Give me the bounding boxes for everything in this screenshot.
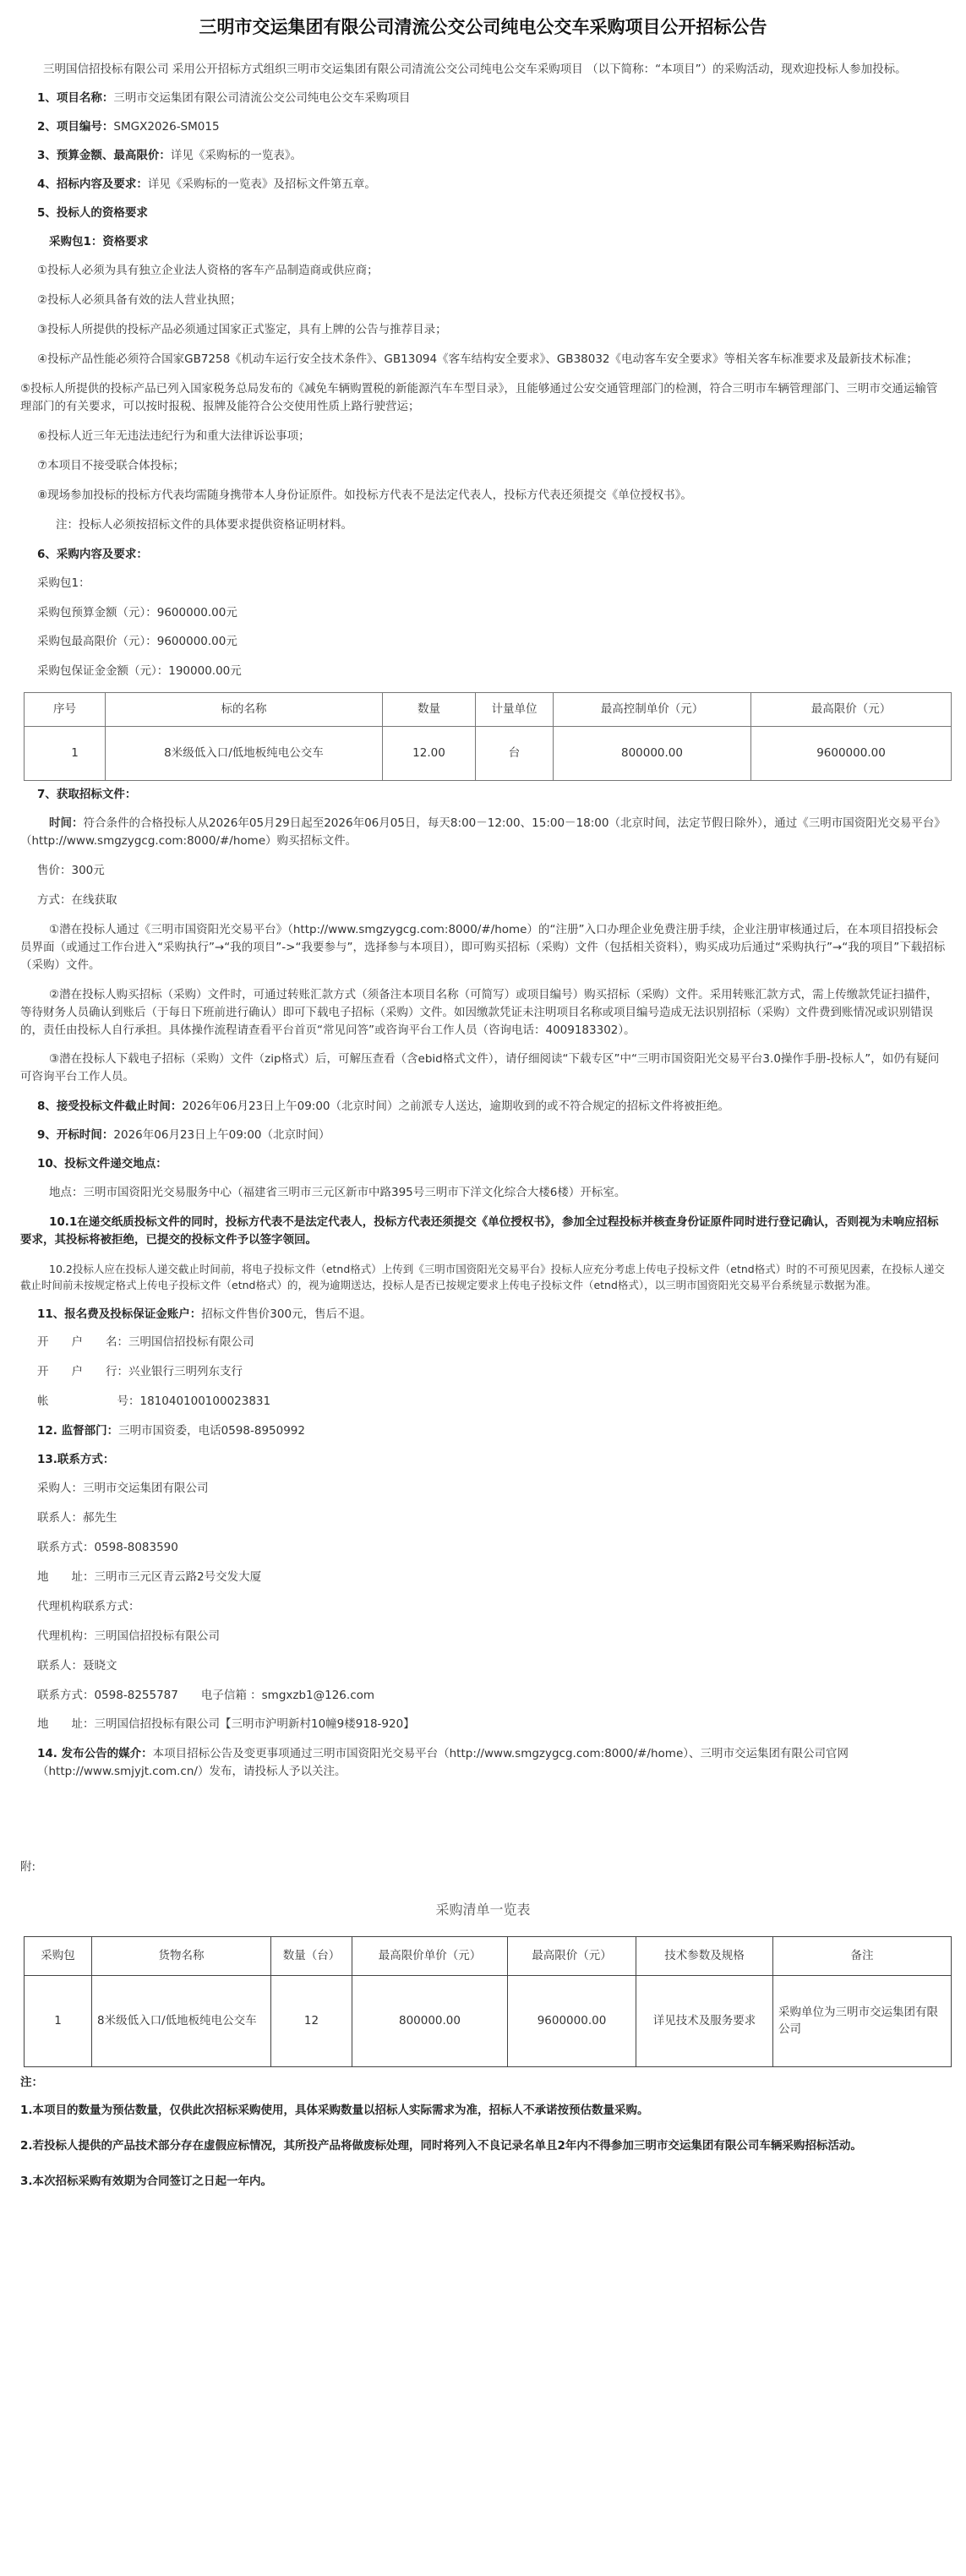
note-item: 2.若投标人提供的产品技术部分存在虚假应标情况，其所投产品将做废标处理，同时将列入不良记录名单且2年内不得参加三明市交运集团有限公司车辆采购招标活动。 [20, 2138, 862, 2153]
agency-heading: 代理机构联系方式： [37, 1599, 140, 1613]
table-header-cell: 最高限价（元） [751, 693, 952, 727]
table-header-cell: 最高限价（元） [508, 1936, 636, 1975]
clause-10-1: 10.1在递交纸质投标文件的同时，投标方代表不是法定代表人，投标方代表还须提交《单位授权书》，参加全过程投标并核查身份证原件同时进行登记确认，否则视为未响应招标要求，其投标将被拒绝，已提交的投标文件予以签字领回。 [20, 1214, 939, 1247]
package1-label: 采购包1： [37, 576, 90, 590]
package1-deposit: 采购包保证金金额（元）：190000.00元 [37, 664, 242, 679]
requirement-item: ⑤投标人所提供的投标产品已列入国家税务总局发布的《减免车辆购置税的新能源汽车车型目录》，且能够通过公安交通管理部门的检测，符合三明市车辆管理部门、三明市交通运输管理部门的有关要求，可以按时报税、报牌及能符合公交使用性质上路行驶营运； [20, 382, 938, 414]
table-cell: 800000.00 [554, 727, 751, 781]
requirement-item: ⑦本项目不接受联合体投标； [37, 458, 185, 472]
buyer-phone: 联系方式：0598-8083590 [37, 1540, 178, 1554]
section-procurement-content: 6、采购内容及要求： [37, 547, 148, 561]
section-submission-location: 10、投标文件递交地点： [37, 1157, 167, 1171]
announcement-body [17, 42, 949, 2191]
clause-10-2: 10.2投标人应在投标人递交截止时间前，将电子投标文件（etnd格式）上传到《三明市国资阳光交易平台》投标人应充分考虑上传电子投标文件（etnd格式）时的不可预见因素，在投标人递交截止时间前未按规定格式上传电子投标文件（etnd格式）的，视为逾期送达，投标人是否已按规定要求上传电子投标文件（etnd格式），以三明市国资阳光交易平台系统显示数据为准。 [20, 1262, 945, 1292]
requirements-list [20, 262, 946, 504]
obtain-time: 时间：符合条件的合格投标人从2026年05月29日起至2026年06月05日，每天8:00－12:00、15:00－18:00（北京时间，法定节假日除外），通过《三明市国资阳光交易平台》（http://www.smgzygcg.com:8000/#/home）购买招标文件。 [20, 816, 946, 849]
obtain-method: 方式：在线获取 [37, 892, 117, 907]
table-cell: 8米级低入口/低地板纯电公交车 [106, 727, 383, 781]
table-cell: 12 [271, 1975, 352, 2066]
section-contact: 13.联系方式： [37, 1453, 115, 1467]
package1-budget: 采购包预算金额（元）：9600000.00元 [37, 605, 237, 619]
table-cell: 9600000.00 [508, 1975, 636, 2066]
notes-block [20, 2074, 946, 2191]
package1-max-price: 采购包最高限价（元）：9600000.00元 [37, 635, 237, 649]
section-obtain-documents: 7、获取招标文件： [37, 788, 137, 802]
table-cell: 800000.00 [352, 1975, 508, 2066]
table-header-cell: 最高限价单价（元） [352, 1936, 508, 1975]
obtain-step: ①潜在投标人通过《三明市国资阳光交易平台》（http://www.smgzygcg.com:8000/#/home）的“注册”入口办理企业免费注册手续，企业注册审核通过后，在本项目招投标会员界面（或通过工作台进入“采购执行”→“我的项目”->“我要参与”，选择参与本项目），即可购买招标（采购）文件（包括相关资料），购买成功后通过“采购执行”→“我的项目”下载招标（采购）文件。 [20, 922, 946, 972]
package-items-table [24, 692, 952, 781]
buyer-address: 地 址：三明市三元区青云路2号交发大厦 [37, 1569, 262, 1584]
notes-heading: 注： [20, 2075, 43, 2089]
note-item: 1.本项目的数量为预估数量，仅供此次招标采购使用，具体采购数量以招标人实际需求为准，招标人不承诺按预估数量采购。 [20, 2103, 649, 2117]
buyer-name: 采购人：三明市交运集团有限公司 [37, 1482, 209, 1496]
table-cell: 台 [476, 727, 554, 781]
submission-address: 地点：三明市国资阳光交易服务中心（福建省三明市三元区新市中路395号三明市下洋文化综合大楼6楼）开标室。 [49, 1186, 626, 1200]
table-header-cell: 标的名称 [106, 693, 383, 727]
table-cell: 9600000.00 [751, 727, 952, 781]
requirement-item: ③投标人所提供的投标产品必须通过国家正式鉴定，具有上牌的公告与推荐目录； [37, 323, 447, 337]
buyer-contact: 联系人：郝先生 [37, 1511, 117, 1525]
table-header-row [25, 1936, 952, 1975]
table-header-cell: 最高控制单价（元） [554, 693, 751, 727]
table-header-cell: 数量（台） [271, 1936, 352, 1975]
procurement-list-table [24, 1936, 952, 2067]
section-media: 14. 发布公告的媒介：本项目招标公告及变更事项通过三明市国资阳光交易平台（http://www.smgzygcg.com:8000/#/home）、三明市交运集团有限公司官网（http://www.smjyjt.com.cn/）发布，请投标人予以关注。 [37, 1747, 849, 1779]
page-title: 三明市交运集团有限公司清流公交公司纯电公交车采购项目公开招标公告 [199, 17, 767, 37]
section-supervision: 12. 监督部门：三明市国资委，电话0598-8950992 [37, 1424, 305, 1438]
table-header-cell: 序号 [25, 693, 106, 727]
section-qualifications: 5、投标人的资格要求 [37, 205, 148, 220]
section-deadline: 8、接受投标文件截止时间：2026年06月23日上午09:00（北京时间）之前派专人送达，逾期收到的或不符合规定的招标文件将被拒绝。 [37, 1100, 730, 1114]
table-header-cell: 数量 [383, 693, 476, 727]
agency-phone-email: 联系方式：0598-8255787 电子信箱 ：smgxzb1@126.com [37, 1688, 375, 1702]
table-header-cell: 计量单位 [476, 693, 554, 727]
table-cell: 12.00 [383, 727, 476, 781]
requirement-item: ①投标人必须为具有独立企业法人资格的客车产品制造商或供应商； [37, 264, 379, 278]
table-cell: 详见技术及服务要求 [636, 1975, 773, 2066]
section-project-name: 1、项目名称：三明市交运集团有限公司清流公交公司纯电公交车采购项目 [37, 90, 411, 105]
appendix-label: 附: [20, 1860, 36, 1875]
table-cell: 采购单位为三明市交运集团有限公司 [773, 1975, 952, 2066]
requirements-note: 注：投标人必须按招标文件的具体要求提供资格证明材料。 [56, 517, 352, 532]
requirement-item: ⑧现场参加投标的投标方代表均需随身携带本人身份证原件。如投标方代表不是法定代表人，投标方代表还须提交《单位授权书》。 [37, 488, 692, 502]
table-cell: 1 [25, 1975, 92, 2066]
section-content: 4、招标内容及要求：详见《采购标的一览表》及招标文件第五章。 [37, 177, 376, 191]
table-row [25, 727, 952, 781]
section-deposit-account: 11、报名费及投标保证金账户：招标文件售价300元，售后不退。 [37, 1307, 372, 1321]
document-price: 售价：300元 [37, 864, 105, 878]
account-name: 开 户 名：三明国信招投标有限公司 [37, 1335, 254, 1350]
section-budget: 3、预算金额、最高限价：详见《采购标的一览表》。 [37, 148, 303, 162]
table-cell: 1 [25, 727, 106, 781]
procurement-list-title: 采购清单一览表 [435, 1902, 531, 1918]
table-header-cell: 采购包 [25, 1936, 92, 1975]
agency-address: 地 址：三明国信招投标有限公司【三明市沪明新村10幢9楼918-920】 [37, 1717, 415, 1732]
section-project-code: 2、项目编号：SMGX2026-SM015 [37, 119, 220, 134]
table-cell: 8米级低入口/低地板纯电公交车 [92, 1975, 271, 2066]
account-bank: 开 户 行：兴业银行三明列东支行 [37, 1365, 243, 1379]
agency-contact: 联系人：聂晓文 [37, 1658, 117, 1673]
package1-requirements-heading: 采购包1：资格要求 [49, 234, 149, 248]
table-row [25, 1975, 952, 2066]
requirement-item: ②投标人必须具备有效的法人营业执照； [37, 293, 242, 308]
table-header-cell: 货物名称 [92, 1936, 271, 1975]
table-header-cell: 备注 [773, 1936, 952, 1975]
requirement-item: ⑥投标人近三年无违法违纪行为和重大法律诉讼事项； [37, 428, 310, 443]
obtain-step: ②潜在投标人购买招标（采购）文件时，可通过转账汇款方式（须备注本项目名称（可简写）或项目编号）购买招标（采购）文件。采用转账汇款方式，需上传缴款凭证扫描件，等待财务人员确认到账后（于每日下班前进行确认）即可下载电子招标（采购）文件。如因缴款凭证未注明项目名称或项目编号造成无法识别招标（采购）文件费到账情况或识别错误的，责任由投标人自行承担。具体操作流程请查看平台首页“常见问答”或咨询平台工作人员（咨询电话：4009183302）。 [20, 987, 938, 1037]
agency-name: 代理机构：三明国信招投标有限公司 [37, 1629, 220, 1643]
table-header-row [25, 693, 952, 727]
account-number: 帐 号：181040100100023831 [37, 1394, 271, 1409]
section-opening-time: 9、开标时间：2026年06月23日上午09:00（北京时间） [37, 1128, 330, 1143]
obtain-step: ③潜在投标人下载电子招标（采购）文件（zip格式）后，可解压查看（含ebid格式文件），请仔细阅读“下载专区”中“三明市国资阳光交易平台3.0操作手册-投标人”，如仍有疑问可咨询平台工作人员。 [20, 1052, 940, 1084]
requirement-item: ④投标产品性能必须符合国家GB7258《机动车运行安全技术条件》、GB13094《客车结构安全要求》、GB38032《电动客车安全要求》等相关客车标准要求及最新技术标准； [37, 352, 919, 367]
note-item: 3.本次招标采购有效期为合同签订之日起一年内。 [20, 2174, 273, 2188]
intro-paragraph: 三明国信招投标有限公司 采用公开招标方式组织三明市交运集团有限公司清流公交公司纯电公交车采购项目 （以下简称：“本项目”）的采购活动，现欢迎投标人参加投标。 [43, 63, 907, 76]
table-header-cell: 技术参数及规格 [636, 1936, 773, 1975]
